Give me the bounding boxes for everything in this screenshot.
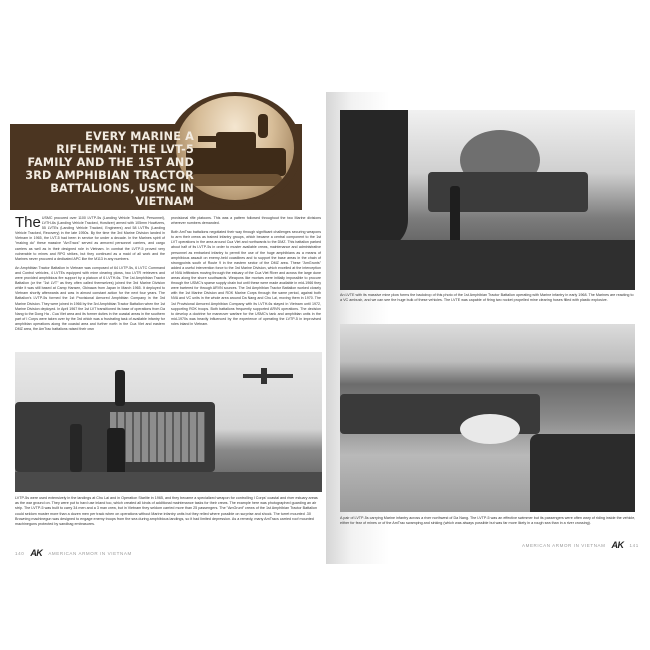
photo-lvte-ambush [340,110,635,290]
page-number: 141 [629,542,639,548]
right-page [326,92,644,564]
paragraph: provisional rifle platoons. This was a pattern followed throughout the two Marine divisions wherever numbers demanded. [171,216,321,226]
article-body [15,216,321,336]
body-column-2 [171,216,321,336]
drop-cap: The [15,214,41,231]
article-title: EVERY MARINE A RIFLEMAN: THE LVT-5 FAMILY AND THE 1ST AND 3RD AMPHIBIAN TRACTOR BATTALIONS, USMC IN VIETNAM [25,130,194,208]
paragraph: Both AmTrac battalions negotiated their way through significant challenges securing weapons to arm their crews as trained infantry groups, which became a central component to the 1st LVT operations in the area around Cua Viet and northwards to the DMZ. This battalion parked about half of its LVTP-5s in order to muster available crews, maintenance and administrative personnel as embarked infantry to permit the use of the huge amphibians as a means of amphibious assault on enemy-held coastlines and to support the base areas in the chain of strongpoints south of Route 9 in the eastern sector of the DMZ area. These "AmGrunts" added a useful intervention force to the 3rd Marine Division, which excelled at the interception of NVA infiltrators moving through the estuary of the Cua Viet River and across the large dune areas along the shore southwards. Weapons like mortars were initially impossible to procure through the USMC's sparse supply chain but until these were made available in mid-1966 they were bartered for through ARVN sources. The 3rd Amphibian Tractor Battalion worked closely with the 1st Marine Division and ROK Marine Corps through the same period, against both NVA and VC units in the whole area around Da Nang and Chu Lai, moving them in 1970. The 1st Provisional Armored Amphibian Company with its LVTH-6s stayed in Vietnam until 1972, supporting ROK troops. Both battalions frequently supported ARVN operations. The decision to develop a doctrine for maneuver warfare for the USMC's tank and amphibian units in the mid-1970s was heavily influenced by the experience of operating the LVTP-5 in improvised roles inland in Vietnam. [171,230,321,326]
photo-lvtp5-river-crossing [340,324,635,512]
page-number: 140 [15,550,25,556]
photo-caption: LVTP-5s were used extensively in the landings at Chu Lai and in Operation Starlite in 1965, and they became a specialized weapon for controlling I Corps' coastal and river estuary areas as the war ground on. They were put to hard use inland too, which created all kinds of additional maintenance tasks for their crews. The example here was photographed guarding an air strip. The LVTP-5 was built to carry 34 men and a 3 man crew, but in Vietnam they seldom carried more than 25 passengers. The "AmGrunt" crews of the 1st Amphibian Tractor Battalion could seldom muster more than a dozen men per track when on operations without Marine infantry units but they relied where possible on surprise and shock. The turret mounted .30 Browning machinegun was designed to engage enemy troops from the sea during amphibious landings, so it had limited depression. As a remedy, many AmTracs carried roof mounted machineguns protected by sandbag embrasures. [15,496,318,527]
page-footer [15,548,132,558]
paragraph: An Amphibian Tractor Battalion in Vietnam was composed of 64 LVTP-5s, 6 LVTC Command and Control vehicles, 4 LVTEs equipped with mine clearing plows, two LVTR retrievers and were provided amphibious fire support by a platoon of 6 LVTH-6s. The 1st Amphibian Tractor Battalion (or the "1st LVT" as they often called themselves) joined the 3rd Marine Division while it was still based at Camp Hansen, Okinawa from Japan in March 1965. It deployed to Vietnam shortly afterwards and was in almost constant action for the next four years. The Battalion's LVTP-5s formed the 1st Provisional Armored Amphibian Company in the 3rd Marine Division. They were joined in 1966 by the 3rd Amphibian Tractor Battalion when the 1st Marine Division deployed. In April 1967 the 1st LVT transitioned its base of operations from Da Nang to the Dong Ha - Cua Viet area and its former duties in the coastal areas in the southern part of I Corps were taken over by the 3rd which was a frustrating task of available infantry for amphibian operations along the coastal area and further north in the Cua Viet and eastern DMZ area, the AmTrac battalions raised their own [15,265,165,331]
running-title: AMERICAN ARMOR IN VIETNAM [48,550,132,556]
photo-lvtp5-airstrip [15,352,322,492]
ak-logo: AK [611,540,624,550]
running-title: AMERICAN ARMOR IN VIETNAM [522,542,606,548]
left-page [8,92,322,564]
page-footer [522,540,639,550]
ak-logo: AK [30,548,43,558]
photo-caption-top: An LVTE with its massive mine plow forms the backdrop of this photo of the 1st Amphibian Tractor Battalion operating with Marine infantry in early 1968. The Marines are reacting to a VC ambush, and we can see the huge bulk of these vehicles. The LVTE was capable of firing two rocket propelled mine clearing hoses filled with plastic explosive. [340,293,634,303]
body-column-1 [15,216,165,336]
photo-caption-bottom: A pair of LVTP-5s carrying Marine infantry across a river northwest of Da Nang. The LVTP-5 was an effective swimmer but its passengers were often wary of riding inside the vehicle, either for fear of mines or of the AmTrac swamping and sinking (which was always possible but was far more likely in a rough sea than in a river crossing). [340,516,636,526]
paragraph: USMC procured over 1100 LVTP-5s (Landing Vehicle Tracked, Personnel), LVTH-6s (Landing Vehicle Tracked, Howitzer) armed with 105mm Howitzers, 55 LVTEs (Landing Vehicle Tracked, Engineers) and 58 LVTRs (Landing Vehicle Tracked, Recovery) in the late 1950s. By the time the 3rd Marine Division landed in Vietnam in 1965, the LVT-5 had been in service for under a decade. In the Marines spirit of "making do" these massive "AmTracs" served as armored personnel carriers, and cargo carriers as well as in their designed role in Vietnam. In combat the LVTP-5 proved very vulnerable to mines and RPG strikes, but they continued as a maid of all work and the Marines never procured a dedicated APC like the M113 in any numbers. [15,216,165,261]
